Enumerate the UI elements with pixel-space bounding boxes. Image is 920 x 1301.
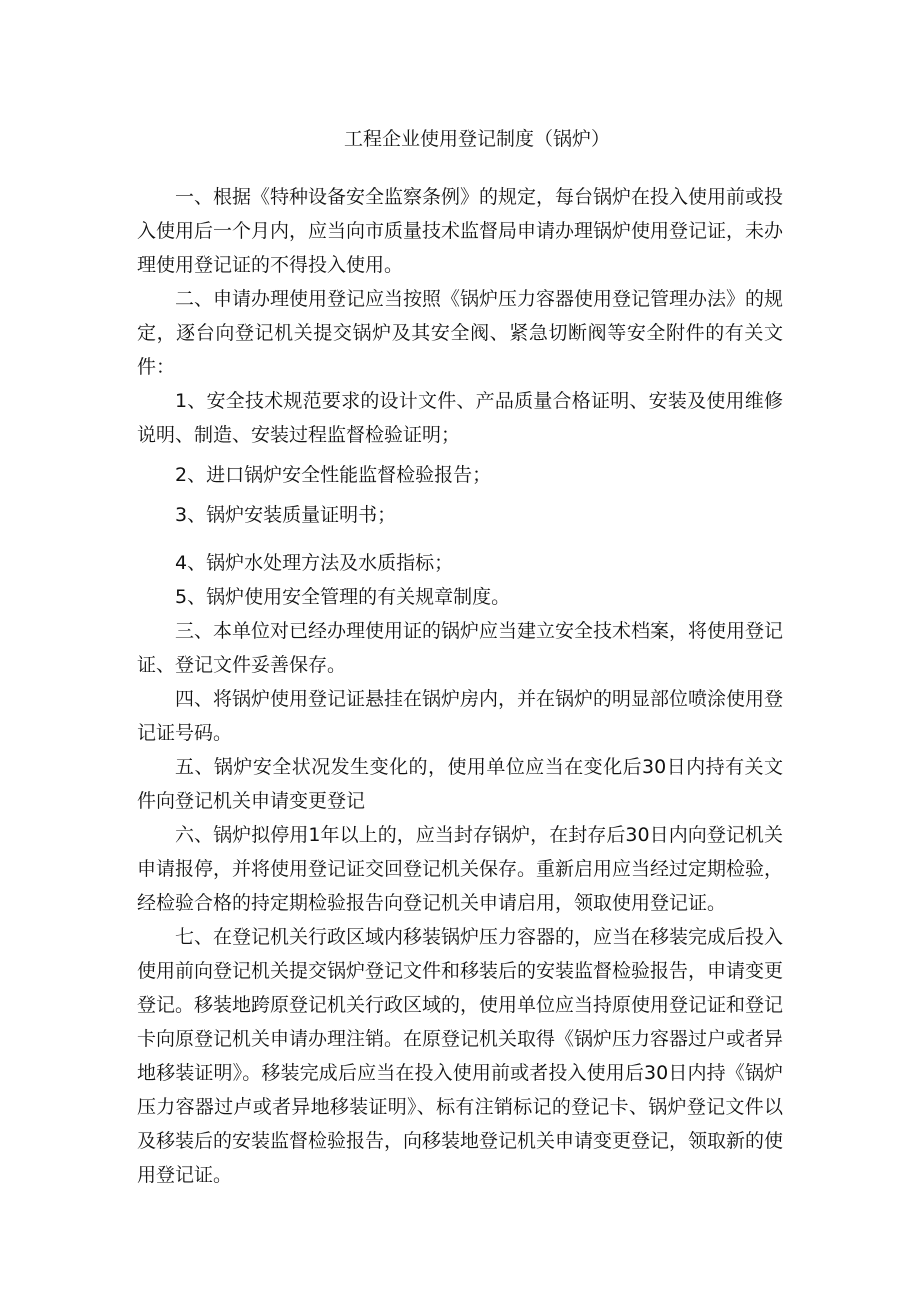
list-item-1: 1、安全技术规范要求的设计文件、产品质量合格证明、安装及使用维修说明、制造、安装过程监督检验证明； <box>137 390 783 446</box>
document-page <box>137 122 783 1192</box>
list-item-2: 2、进口锅炉安全性能监督检验报告； <box>175 464 492 486</box>
paragraph-4: 四、将锅炉使用登记证悬挂在锅炉房内，并在锅炉的明显部位喷涂使用登记证号码。 <box>137 688 784 744</box>
list-item-3: 3、锅炉安装质量证明书； <box>175 504 397 526</box>
paragraph-6: 六、锅炉拟停用1年以上的，应当封存锅炉，在封存后30日内向登记机关申请报停，并将使用登记证交回登记机关保存。重新启用应当经过定期检验，经检验合格的持定期检验报告向登记机关申请启用，领取使用登记证。 <box>137 824 784 914</box>
list-item-4: 4、锅炉水处理方法及水质指标； <box>175 552 454 574</box>
list-item-5: 5、锅炉使用安全管理的有关规章制度。 <box>175 586 511 608</box>
paragraph-3: 三、本单位对已经办理使用证的锅炉应当建立安全技术档案，将使用登记证、登记文件妥善保存。 <box>137 620 784 676</box>
paragraph-2: 二、申请办理使用登记应当按照《锅炉压力容器使用登记管理办法》的规定，逐台向登记机关提交锅炉及其安全阀、紧急切断阀等安全附件的有关文件： <box>137 288 784 378</box>
paragraph-5: 五、锅炉安全状况发生变化的，使用单位应当在变化后30日内持有关文件向登记机关申请变更登记 <box>137 756 783 812</box>
paragraph-7: 七、在登记机关行政区域内移装锅炉压力容器的，应当在移装完成后投入使用前向登记机关提交锅炉登记文件和移装后的安装监督检验报告，申请变更登记。移装地跨原登记机关行政区域的，使用单位应当持原使用登记证和登记卡向原登记机关申请办理注销。在原登记机关取得《锅炉压力容器过户或者异地移装证明》。移装完成后应当在投入使用前或者投入使用后30日内持《锅炉压力容器过卢或者异地移装证明》、标有注销标记的登记卡、锅炉登记文件以及移装后的安装监督检验报告，向移装地登记机关申请变更登记，领取新的使用登记证。 <box>137 926 784 1186</box>
document-title: 工程企业使用登记制度（锅炉） <box>343 128 610 150</box>
paragraph-1: 一、根据《特种设备安全监察条例》的规定，每台锅炉在投入使用前或投入使用后一个月内，应当向市质量技术监督局申请办理锅炉使用登记证，未办理使用登记证的不得投入使用。 <box>137 186 784 276</box>
